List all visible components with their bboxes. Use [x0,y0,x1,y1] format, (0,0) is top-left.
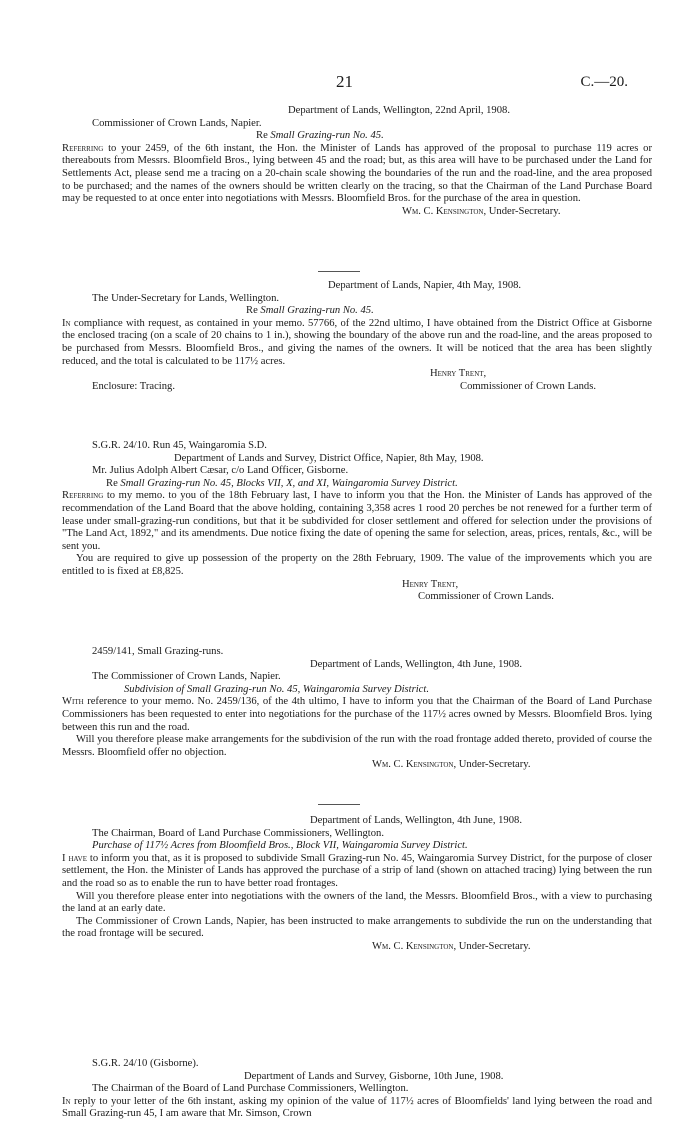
letter-5 [62,815,652,954]
letter-addressee: The Under-Secretary for Lands, Wellington. [92,292,280,304]
letter-body: Referring to your 2459, of the 6th instant, the Hon. the Minister of Lands has approved of the proposal to purchase 119 acres or thereabouts from Messrs. Bloomfield Bros., lying between 45 and the road; but, as this area will have to be purchased under the Land for Settlements Act, please send me a tracing on a 20-chain scale showing the boundaries of the run and the road-line, and the area proposed to be purchased; and the names of the owners should be written clearly on the tracing, so that the Chairman of the Land Purchase Board may be requested to at once enter into negotiations with Messrs. Bloomfield Bros. for the purchase of the area in question. [62,142,652,205]
letter-signature: Wm. C. Kensington, Under-Secretary. [372,940,531,952]
letter-signature-name: Henry Trent, [430,368,487,380]
letter-closing-line [62,381,652,394]
separator-rule [318,271,360,272]
letter-body-paragraph-2: Will you therefore please enter into negotiations with the owners of the land, the Messrs. Bloomfield Bros., with a view to purchasing the land at an early date. [62,890,652,915]
letter-body-paragraph-3: The Commissioner of Crown Lands, Napier, has been instructed to make arrangements to subdivide the run on the understanding that the road frontage will be secured. [62,915,652,940]
signature-title: Commissioner of Crown Lands. [418,591,554,603]
signature-title: Commissioner of Crown Lands. [460,380,596,392]
letter-6 [62,1058,652,1121]
letter-4 [62,646,652,772]
letter-1 [62,105,652,218]
letter-subject: Purchase of 117½ Acres from Bloomfield Bros., Block VII, Waingaromia Survey District. [92,840,468,852]
letter-from-line: Department of Lands and Survey, Gisborne, 10th June, 1908. [244,1070,504,1082]
letter-subject: Re Small Grazing-run No. 45, Blocks VII, X, and XI, Waingaromia Survey District. [106,477,458,489]
letter-addressee: The Chairman of the Board of Land Purchase Commissioners, Wellington. [92,1083,409,1095]
letter-addressee: The Commissioner of Crown Lands, Napier. [92,671,281,683]
file-reference: S.G.R. 24/10. Run 45, Waingaromia S.D. [92,440,267,451]
letter-from-line: Department of Lands, Napier, 4th May, 1908. [328,280,522,291]
letter-3 [62,440,652,604]
letter-from-line: Department of Lands and Survey, District Office, Napier, 8th May, 1908. [174,452,484,464]
letter-addressee: The Chairman, Board of Land Purchase Commissioners, Wellington. [92,827,384,839]
file-reference: S.G.R. 24/10 (Gisborne). [92,1058,199,1069]
letter-body-paragraph-2: You are required to give up possession of the property on the 28th February, 1909. The value of the improvements which you are entitled to is fixed at £8,825. [62,553,652,577]
page-number: 21 [336,72,353,91]
letter-body: In compliance with request, as contained in your memo. 57766, of the 22nd ultimo, I have obtained from the District Office at Gisborne the enclosed tracing (on a scale of 20 chains to 1 in.), showing the boundary of the above run and the road-line, and the areas proposed to be purchased from Messrs. Bloomfield Bros., and giving the names of the owners. It will be noticed that the area has been slightly reduced, and the total is calculated to be 117½ acres. [62,317,652,367]
letter-body: I have to inform you that, as it is proposed to subdivide Small Grazing-run No. 45, Waingaromia Survey District, for the purpose of closer settlement, the Hon. the Minister of Lands has approved the purchase of a strip of land (shown on attached tracing) lying between the run and the road so as to enable the run to have better road frontages. [62,852,652,889]
letter-signature: Wm. C. Kensington, Under-Secretary. [372,759,531,771]
enclosure-note: Enclosure: Tracing. [92,380,175,392]
letter-signature: Wm. C. Kensington, Under-Secretary. [402,205,561,217]
separator-rule [318,804,360,805]
letter-addressee: Mr. Julius Adolph Albert Cæsar, c/o Land Officer, Gisborne. [92,465,349,477]
letter-body-paragraph-2: Will you therefore please make arrangements for the subdivision of the run with the road frontage added thereto, provided of course the Messrs. Bloomfield offer no objection. [62,734,652,758]
letter-signature-name: Henry Trent, [402,578,459,590]
letter-body: Referring to my memo. to you of the 18th February last, I have to inform you that the Hon. the Minister of Lands has approved of the recommendation of the Land Board that the above holding, containing 3,358 acres 1 rood 20 perches be not renewed for a further term of lease under small-grazing-run conditions, but that it be subdivided for closer settlement and offered for selection under the provisions of "The Land Act, 1892," and its amendments. Due notice fixing the date of opening the same for selection, areas, prices, rentals, &c., will be sent you. [62,490,652,552]
letter-subject: Subdivision of Small Grazing-run No. 45, Waingaromia Survey District. [124,683,429,695]
letter-from-line: Department of Lands, Wellington, 4th June, 1908. [310,815,522,826]
file-reference: 2459/141, Small Grazing-runs. [92,646,224,657]
letter-from-line: Department of Lands, Wellington, 22nd April, 1908. [288,105,510,116]
letter-from-line: Department of Lands, Wellington, 4th June, 1908. [310,658,522,670]
letter-subject: Re Small Grazing-run No. 45. [256,130,384,142]
letter-body: With reference to your memo. No. 2459/136, of the 4th ultimo, I have to inform you that the Chairman of the Board of Land Purchase Commissioners has been requested to enter into negotiations for the purchase of the 117½ acres owned by Messrs. Bloomfield Bros. lying between this run and the road. [62,696,652,733]
letter-2 [62,280,652,393]
letter-subject: Re Small Grazing-run No. 45. [246,305,374,317]
letter-addressee: Commissioner of Crown Lands, Napier. [92,117,262,129]
document-reference: C.—20. [580,74,628,90]
letter-body: In reply to your letter of the 6th instant, asking my opinion of the value of 117½ acres of Bloomfields' land lying between the road and Small Grazing-run 45, I am aware that Mr. Simson, Crown [62,1095,652,1120]
